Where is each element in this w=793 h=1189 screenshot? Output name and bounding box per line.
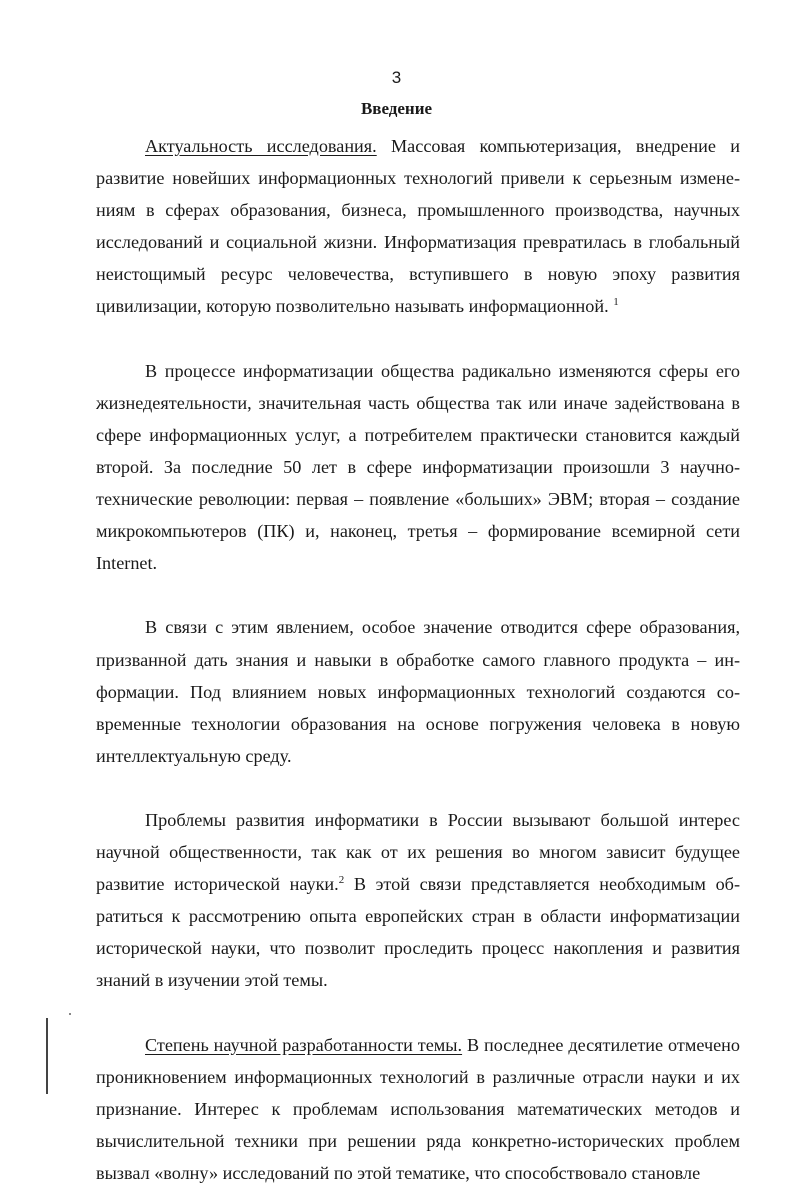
paragraph-education: В связи с этим явлением, особое значение отводится сфере образования, призванной дать знания и навыки в обработке самого главного продукта – информации. Под влиянием новых информационных технологий создаются современные технологии образования на основе погружения человека в новую интеллектуальную среду. <box>96 617 740 766</box>
paragraph-relevance <box>96 130 740 323</box>
research-degree-heading: Степень научной разработанности темы. <box>145 1034 463 1055</box>
paragraph-informatization: В процессе информатизации общества радикально изменяются сферы его жизнедеятельности, значительная часть общества так или иначе задействована в сфере информационных услуг, а потребителем практически становится каждый второй. За последние 50 лет в сфере информатизации произошли 3 научно-технические революции: первая – появление «больших» ЭВМ; вторая – создание микрокомпьютеров (ПК) и, наконец, третья – формирование всемирной сети Internet. <box>96 360 740 574</box>
footnote-marker: 2 <box>338 874 345 887</box>
paragraph-text: В последнее десятилетие отмечено проникновением информационных технологий в различные отрасли науки и их признание. Интерес к проблемам использования математических методов и вычислительной техники при решении ряда конкретно-исторических проблем вызвал «волну» исследований по этой тематике, что способствовало становле <box>96 1034 740 1183</box>
paragraph-problems <box>96 804 740 997</box>
paragraph-text-continued: В этой связи представляется необходимым обратиться к рассмотрению опыта европейских стран в области информатизации исторической науки, что позволит проследить процесс накопления и развития знаний в изучении этой темы. <box>96 874 740 991</box>
paragraph-research-degree <box>96 1029 740 1189</box>
page-number: 3 <box>391 68 402 87</box>
body-text <box>96 130 740 1189</box>
relevance-heading: Актуальность исследования. <box>145 136 377 156</box>
paragraph-text: Проблемы развития информатики в России вызывают большой интерес научной общественности, так как от их решения во многом зависит будущее развитие исторической науки. <box>96 809 740 895</box>
section-title: Введение <box>360 99 433 118</box>
scan-margin-mark <box>46 1018 48 1094</box>
footnote-marker: 1 <box>613 296 619 309</box>
scan-speck <box>69 1013 71 1015</box>
paragraph-text: Массовая компьютеризация, внедрение и развитие новейших информационных технологий привели к серьезным изменениям в сферах образования, бизнеса, промышленного производства, научных исследований и социальной жизни. Информатизация превратилась в глобальный неистощимый ресурс человечества, вступившего в новую эпоху развития цивилизации, которую позволительно называть информационной. <box>96 136 740 317</box>
